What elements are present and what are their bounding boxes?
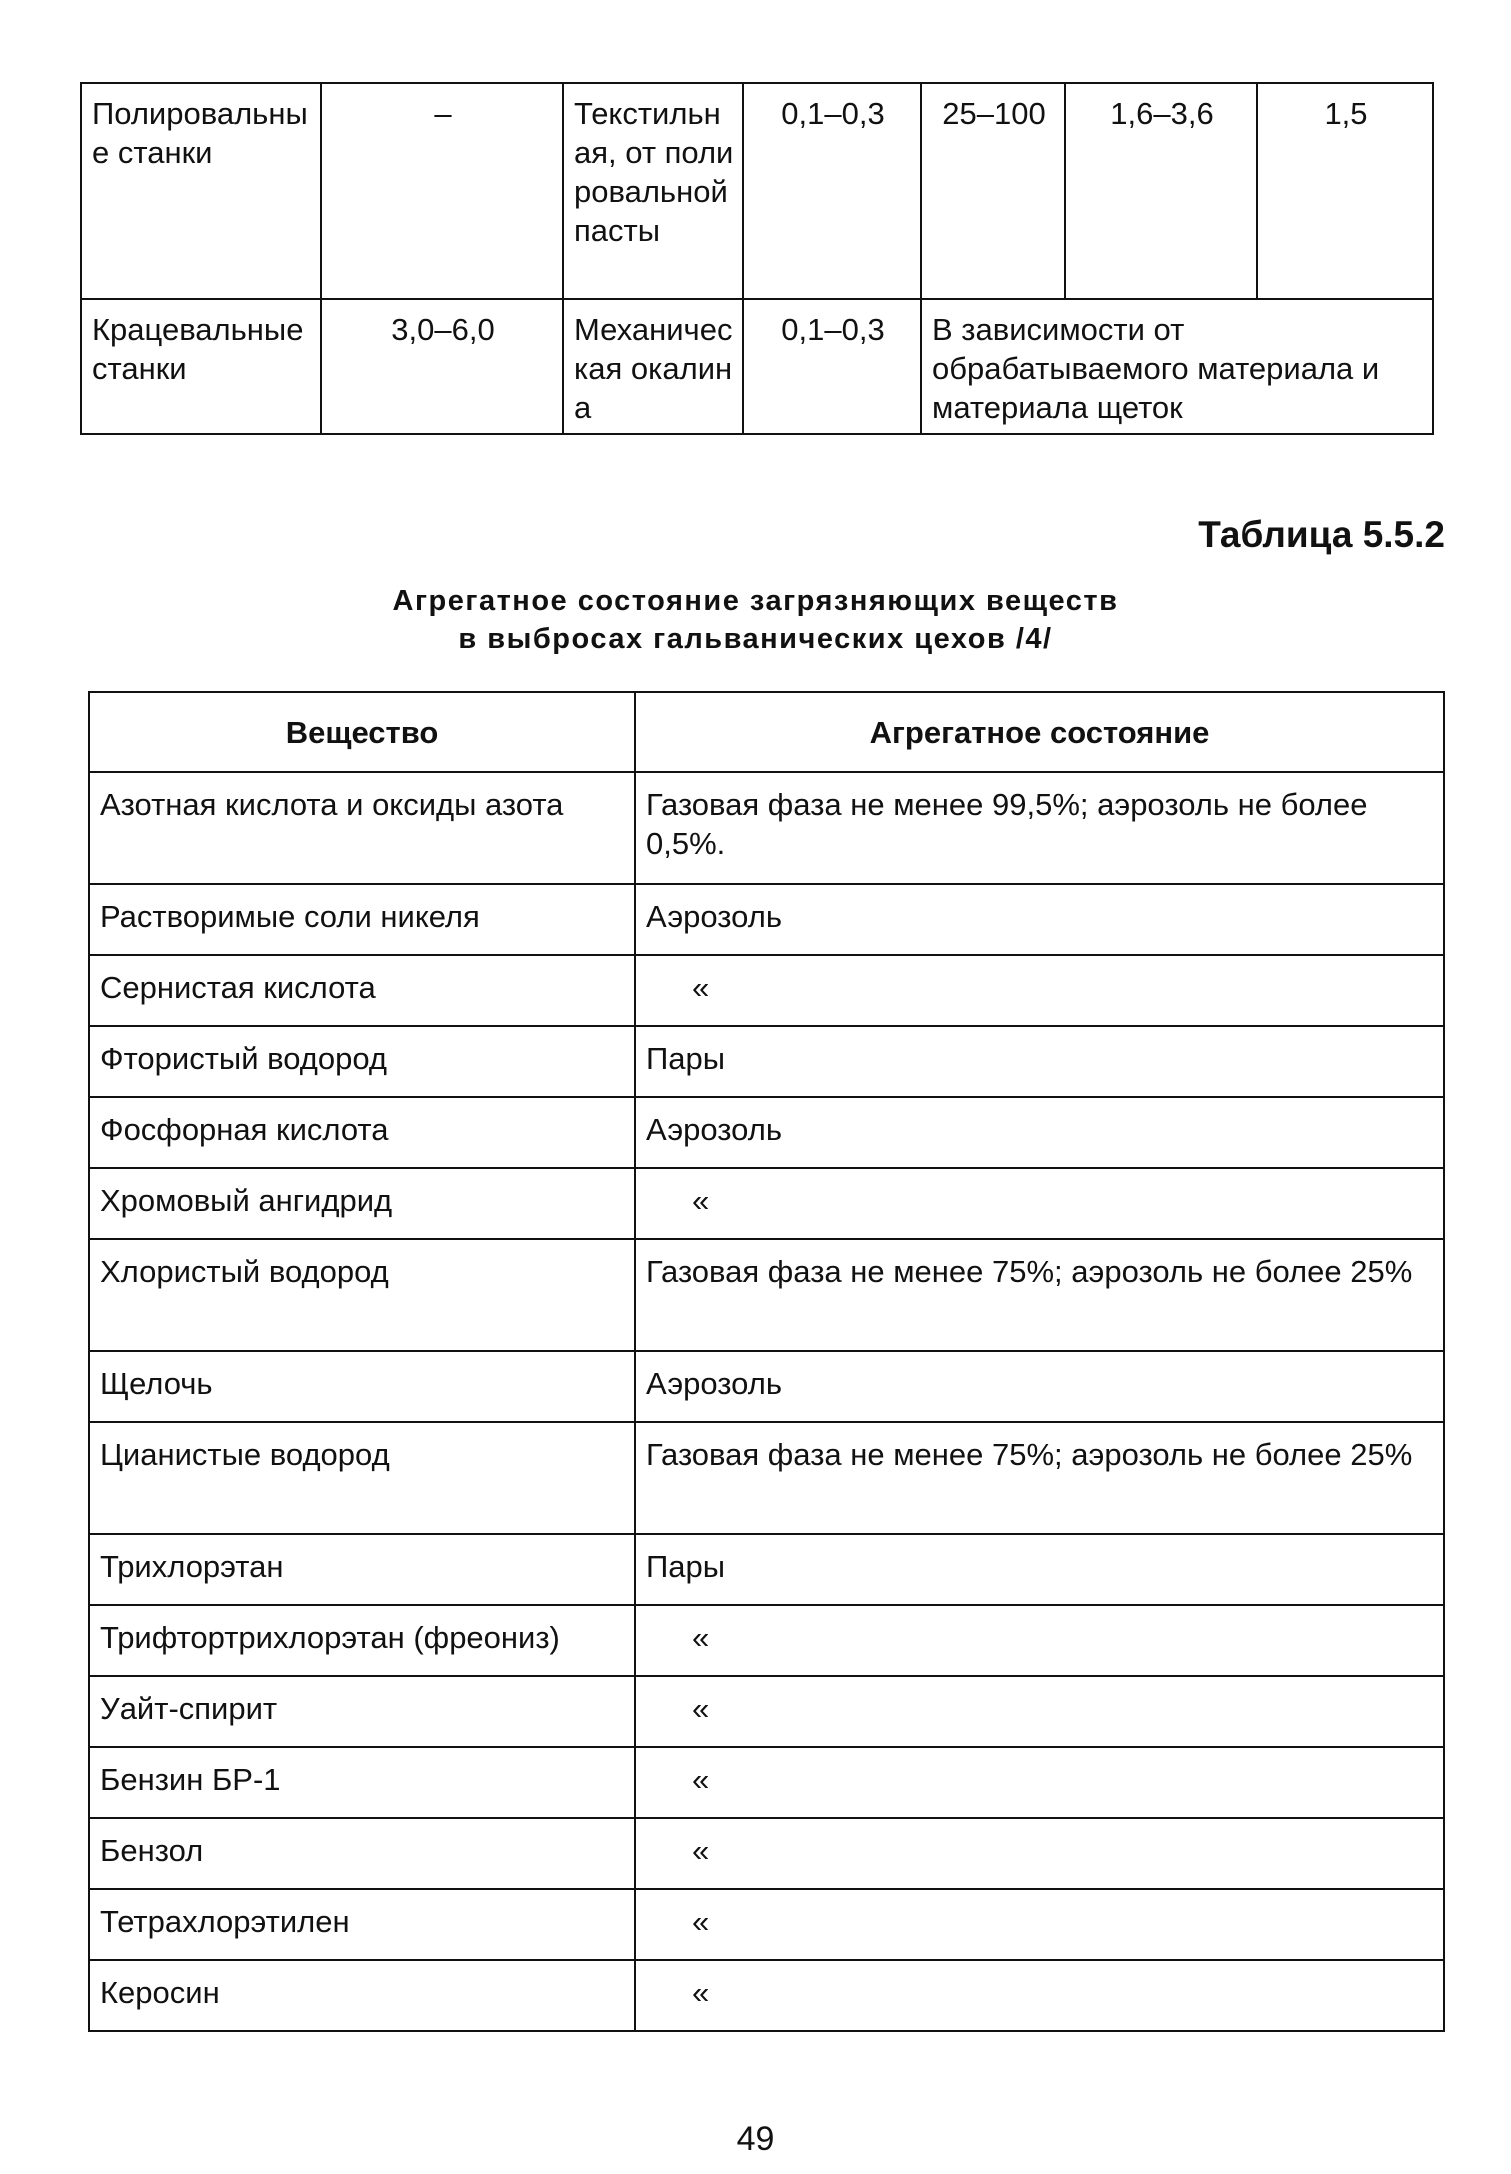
state-cell: Газовая фаза не менее 99,5%; аэрозоль не более 0,5%. bbox=[635, 772, 1444, 884]
table-row bbox=[89, 1747, 1444, 1818]
table-cell: Механическая окалина bbox=[563, 299, 743, 434]
table-row bbox=[89, 1605, 1444, 1676]
table-cell: Полировальные станки bbox=[81, 83, 321, 299]
table-row bbox=[89, 1422, 1444, 1534]
table-cell: Текстильная, от полировальной пасты bbox=[563, 83, 743, 299]
state-cell: « bbox=[635, 955, 1444, 1026]
substance-cell: Тетрахлорэтилен bbox=[89, 1889, 635, 1960]
column-header-state: Агрегатное состояние bbox=[635, 692, 1444, 772]
table-row bbox=[81, 299, 1433, 434]
table-row bbox=[89, 1676, 1444, 1747]
table-row bbox=[89, 955, 1444, 1026]
state-cell: Газовая фаза не менее 75%; аэрозоль не более 25% bbox=[635, 1239, 1444, 1351]
substance-cell: Цианистые водород bbox=[89, 1422, 635, 1534]
state-cell: « bbox=[635, 1605, 1444, 1676]
table-row bbox=[89, 1889, 1444, 1960]
table-number: Таблица 5.5.2 bbox=[1198, 514, 1445, 555]
table-cell: 0,1–0,3 bbox=[743, 299, 921, 434]
table-title-line: в выбросах гальванических цехов /4/ bbox=[458, 623, 1053, 655]
table-cell: 1,5 bbox=[1257, 83, 1433, 299]
substance-cell: Азотная кислота и оксиды азота bbox=[89, 772, 635, 884]
substance-cell: Бензол bbox=[89, 1818, 635, 1889]
substance-cell: Растворимые соли никеля bbox=[89, 884, 635, 955]
table-cell: 1,6–3,6 bbox=[1065, 83, 1257, 299]
substance-cell: Бензин БР-1 bbox=[89, 1747, 635, 1818]
aggregate-state-table bbox=[88, 691, 1445, 2032]
table-title bbox=[0, 582, 1511, 658]
table-title-line: Агрегатное состояние загрязняющих веществ bbox=[392, 585, 1119, 617]
substance-cell: Фосфорная кислота bbox=[89, 1097, 635, 1168]
table-row bbox=[89, 1960, 1444, 2031]
state-cell: « bbox=[635, 1818, 1444, 1889]
table-row bbox=[81, 83, 1433, 299]
state-cell: « bbox=[635, 1960, 1444, 2031]
state-cell: « bbox=[635, 1889, 1444, 1960]
substance-cell: Керосин bbox=[89, 1960, 635, 2031]
state-cell: Аэрозоль bbox=[635, 884, 1444, 955]
substance-cell: Трихлорэтан bbox=[89, 1534, 635, 1605]
state-cell: « bbox=[635, 1168, 1444, 1239]
table-row bbox=[89, 1818, 1444, 1889]
table-cell: 0,1–0,3 bbox=[743, 83, 921, 299]
column-header-substance: Вещество bbox=[89, 692, 635, 772]
table-row bbox=[89, 1239, 1444, 1351]
substance-cell: Трифтортрихлорэтан (фреониз) bbox=[89, 1605, 635, 1676]
state-cell: Пары bbox=[635, 1534, 1444, 1605]
state-cell: Газовая фаза не менее 75%; аэрозоль не более 25% bbox=[635, 1422, 1444, 1534]
state-cell: Аэрозоль bbox=[635, 1351, 1444, 1422]
table-row bbox=[89, 1351, 1444, 1422]
table-cell: В зависимости от обрабатываемого материала и материала щеток bbox=[921, 299, 1433, 434]
table-row bbox=[89, 772, 1444, 884]
substance-cell: Хлористый водород bbox=[89, 1239, 635, 1351]
continuation-table bbox=[80, 82, 1434, 435]
substance-cell: Хромовый ангидрид bbox=[89, 1168, 635, 1239]
state-cell: Пары bbox=[635, 1026, 1444, 1097]
table-row bbox=[89, 1168, 1444, 1239]
state-cell: « bbox=[635, 1676, 1444, 1747]
table-row bbox=[89, 1097, 1444, 1168]
substance-cell: Уайт-спирит bbox=[89, 1676, 635, 1747]
state-cell: Аэрозоль bbox=[635, 1097, 1444, 1168]
substance-cell: Сернистая кислота bbox=[89, 955, 635, 1026]
table-row bbox=[89, 1026, 1444, 1097]
table-header-row bbox=[89, 692, 1444, 772]
table-cell: 25–100 bbox=[921, 83, 1065, 299]
table-cell: Крацевальные станки bbox=[81, 299, 321, 434]
table-row bbox=[89, 1534, 1444, 1605]
substance-cell: Щелочь bbox=[89, 1351, 635, 1422]
page-number: 49 bbox=[736, 2120, 775, 2158]
table-cell: 3,0–6,0 bbox=[321, 299, 563, 434]
state-cell: « bbox=[635, 1747, 1444, 1818]
table-row bbox=[89, 884, 1444, 955]
substance-cell: Фтористый водород bbox=[89, 1026, 635, 1097]
table-cell: – bbox=[321, 83, 563, 299]
